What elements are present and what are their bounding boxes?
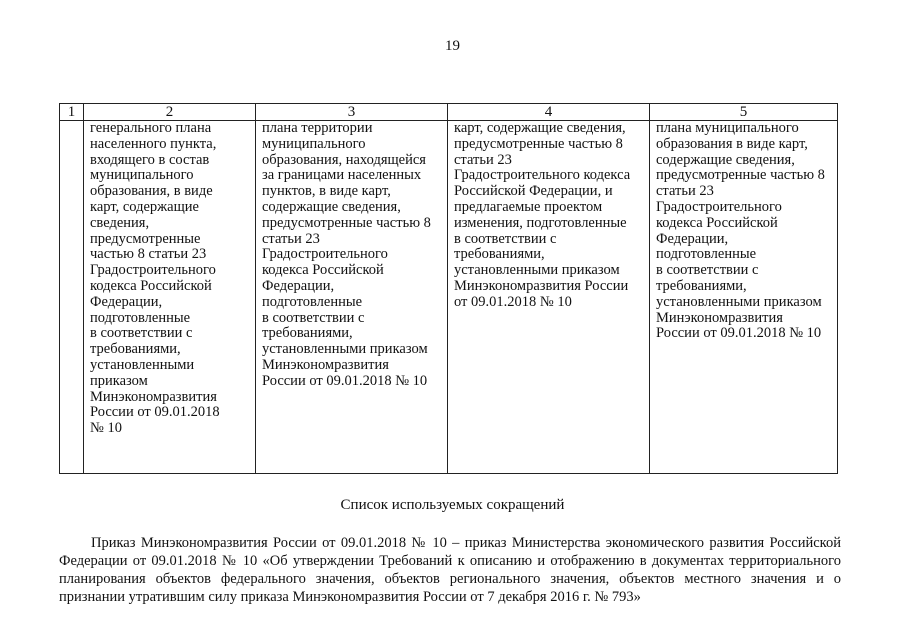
column-header-3: 3: [256, 104, 448, 121]
column-header-5: 5: [650, 104, 838, 121]
section-title: Список используемых сокращений: [340, 497, 565, 513]
document-table: [59, 103, 838, 474]
page-number: 19: [445, 38, 460, 54]
column-header-2: 2: [84, 104, 256, 121]
table-cell-2: генерального плана населенного пункта, входящего в состав муниципального образования, в виде карт, содержащие сведения, предусмотренные частью 8 статьи 23 Градостроительного кодекса Российской Федерации, подготовленные в соответствии с требованиями, установленными приказом Минэкономразвития России от 09.01.2018 № 10: [84, 121, 256, 474]
table-cell-3: плана территории муниципального образования, находящейся за границами населенных пунктов, в виде карт, содержащие сведения, предусмотренные частью 8 статьи 23 Градостроительного кодекса Российской Федерации, подготовленные в соответствии с требованиями, установленными приказом Минэкономразвития России от 09.01.2018 № 10: [256, 121, 448, 474]
table-cell-5: плана муниципального образования в виде карт, содержащие сведения, предусмотренные частью 8 статьи 23 Градостроительного кодекса Российской Федерации, подготовленные в соответствии с требованиями, установленными приказом Минэкономразвития России от 09.01.2018 № 10: [650, 121, 838, 474]
column-header-1: 1: [60, 104, 84, 121]
table-header-row: [60, 104, 838, 121]
table-cell-1: [60, 121, 84, 474]
table-row: [60, 121, 838, 474]
table-cell-4: карт, содержащие сведения, предусмотренные частью 8 статьи 23 Градостроительного кодекса Российской Федерации, и предлагаемые проектом изменения, подготовленные в соответствии с требованиями, установленными приказом Минэкономразвития России от 09.01.2018 № 10: [448, 121, 650, 474]
column-header-4: 4: [448, 104, 650, 121]
abbreviation-paragraph: Приказ Минэкономразвития России от 09.01.2018 № 10 – приказ Министерства экономического развития Российской Федерации от 09.01.2018 № 10 «Об утверждении Требований к описанию и отображению в документах территориального планирования объектов федерального значения, объектов регионального значения, объектов местного значения и о признании утратившим силу приказа Минэкономразвития России от 7 декабря 2016 г. № 793»: [59, 535, 841, 605]
